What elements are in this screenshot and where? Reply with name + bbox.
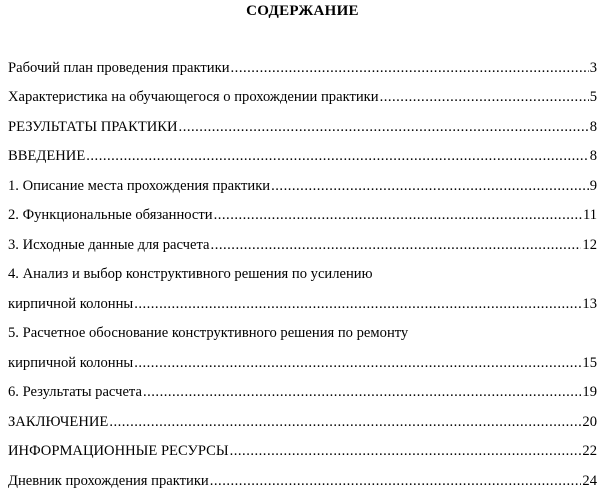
- dot-leader: [230, 443, 582, 460]
- toc-entry-page: 24: [582, 472, 597, 489]
- toc-entry: [8, 111, 597, 141]
- toc-entry-page: 8: [589, 148, 597, 164]
- toc-entry-continuation-text: кирпичной колонны: [8, 295, 134, 312]
- dot-leader: [143, 384, 581, 401]
- toc-entry-page: 5: [589, 89, 597, 105]
- toc-entry-continuation: [8, 347, 597, 377]
- dot-leader: [86, 148, 588, 165]
- dot-leader: [271, 178, 589, 195]
- dot-leader: [134, 355, 581, 372]
- toc-entry-text: Рабочий план проведения практики: [8, 59, 230, 76]
- toc-entry-first-line: [8, 259, 597, 289]
- dot-leader: [109, 414, 581, 431]
- toc-entry: [8, 436, 597, 466]
- toc-entry-text: РЕЗУЛЬТАТЫ ПРАКТИКИ: [8, 118, 178, 135]
- toc-entry-text: 4. Анализ и выбор конструктивного решения по усилению: [8, 266, 373, 282]
- toc-entry: [8, 406, 597, 436]
- toc-entry: [8, 170, 597, 200]
- dot-leader: [179, 119, 589, 136]
- toc-entry-continuation: [8, 288, 597, 318]
- toc-entry-page: 12: [582, 236, 597, 253]
- dot-leader: [210, 473, 582, 490]
- toc-entry-text: 2. Функциональные обязанности: [8, 207, 213, 223]
- dot-leader: [231, 60, 589, 77]
- toc-entry-text: ЗАКЛЮЧЕНИЕ: [8, 413, 109, 430]
- toc-entry-page: 22: [582, 443, 597, 459]
- toc-entry-text: ИНФОРМАЦИОННЫЕ РЕСУРСЫ: [8, 443, 229, 459]
- toc-entry-text: 1. Описание места прохождения практики: [8, 177, 271, 194]
- toc-entry: [8, 82, 597, 112]
- toc-entry-text: 5. Расчетное обоснование конструктивного решения по ремонту: [8, 325, 409, 341]
- toc-entry: [8, 141, 597, 171]
- dot-leader: [134, 296, 581, 313]
- toc-entry-text: 3. Исходные данные для расчета: [8, 236, 210, 253]
- dot-leader: [214, 207, 582, 224]
- toc-entry-continuation-text: кирпичной колонны: [8, 354, 134, 371]
- toc-entry-page: 20: [582, 413, 597, 430]
- toc-entry: [8, 229, 597, 259]
- toc-entry-text: Характеристика на обучающегося о прохождении практики: [8, 89, 379, 105]
- table-of-contents: [8, 52, 597, 495]
- toc-entry-page: 19: [582, 384, 597, 400]
- page-title: СОДЕРЖАНИЕ: [246, 3, 359, 19]
- dot-leader: [211, 237, 582, 254]
- toc-entry: [8, 52, 597, 82]
- toc-entry-first-line: [8, 318, 597, 348]
- toc-entry-text: Дневник прохождения практики: [8, 472, 209, 489]
- toc-entry-text: 6. Результаты расчета: [8, 384, 142, 400]
- toc-entry: [8, 377, 597, 407]
- toc-entry-page: 15: [582, 354, 597, 371]
- toc-entry-text: ВВЕДЕНИЕ: [8, 148, 86, 164]
- toc-entry-page: 13: [582, 295, 597, 312]
- toc-entry-page: 3: [589, 59, 597, 76]
- toc-entry-page: 11: [582, 207, 597, 223]
- toc-entry: [8, 200, 597, 230]
- dot-leader: [380, 89, 589, 106]
- toc-entry-page: 9: [589, 177, 597, 194]
- toc-entry-page: 8: [589, 118, 597, 135]
